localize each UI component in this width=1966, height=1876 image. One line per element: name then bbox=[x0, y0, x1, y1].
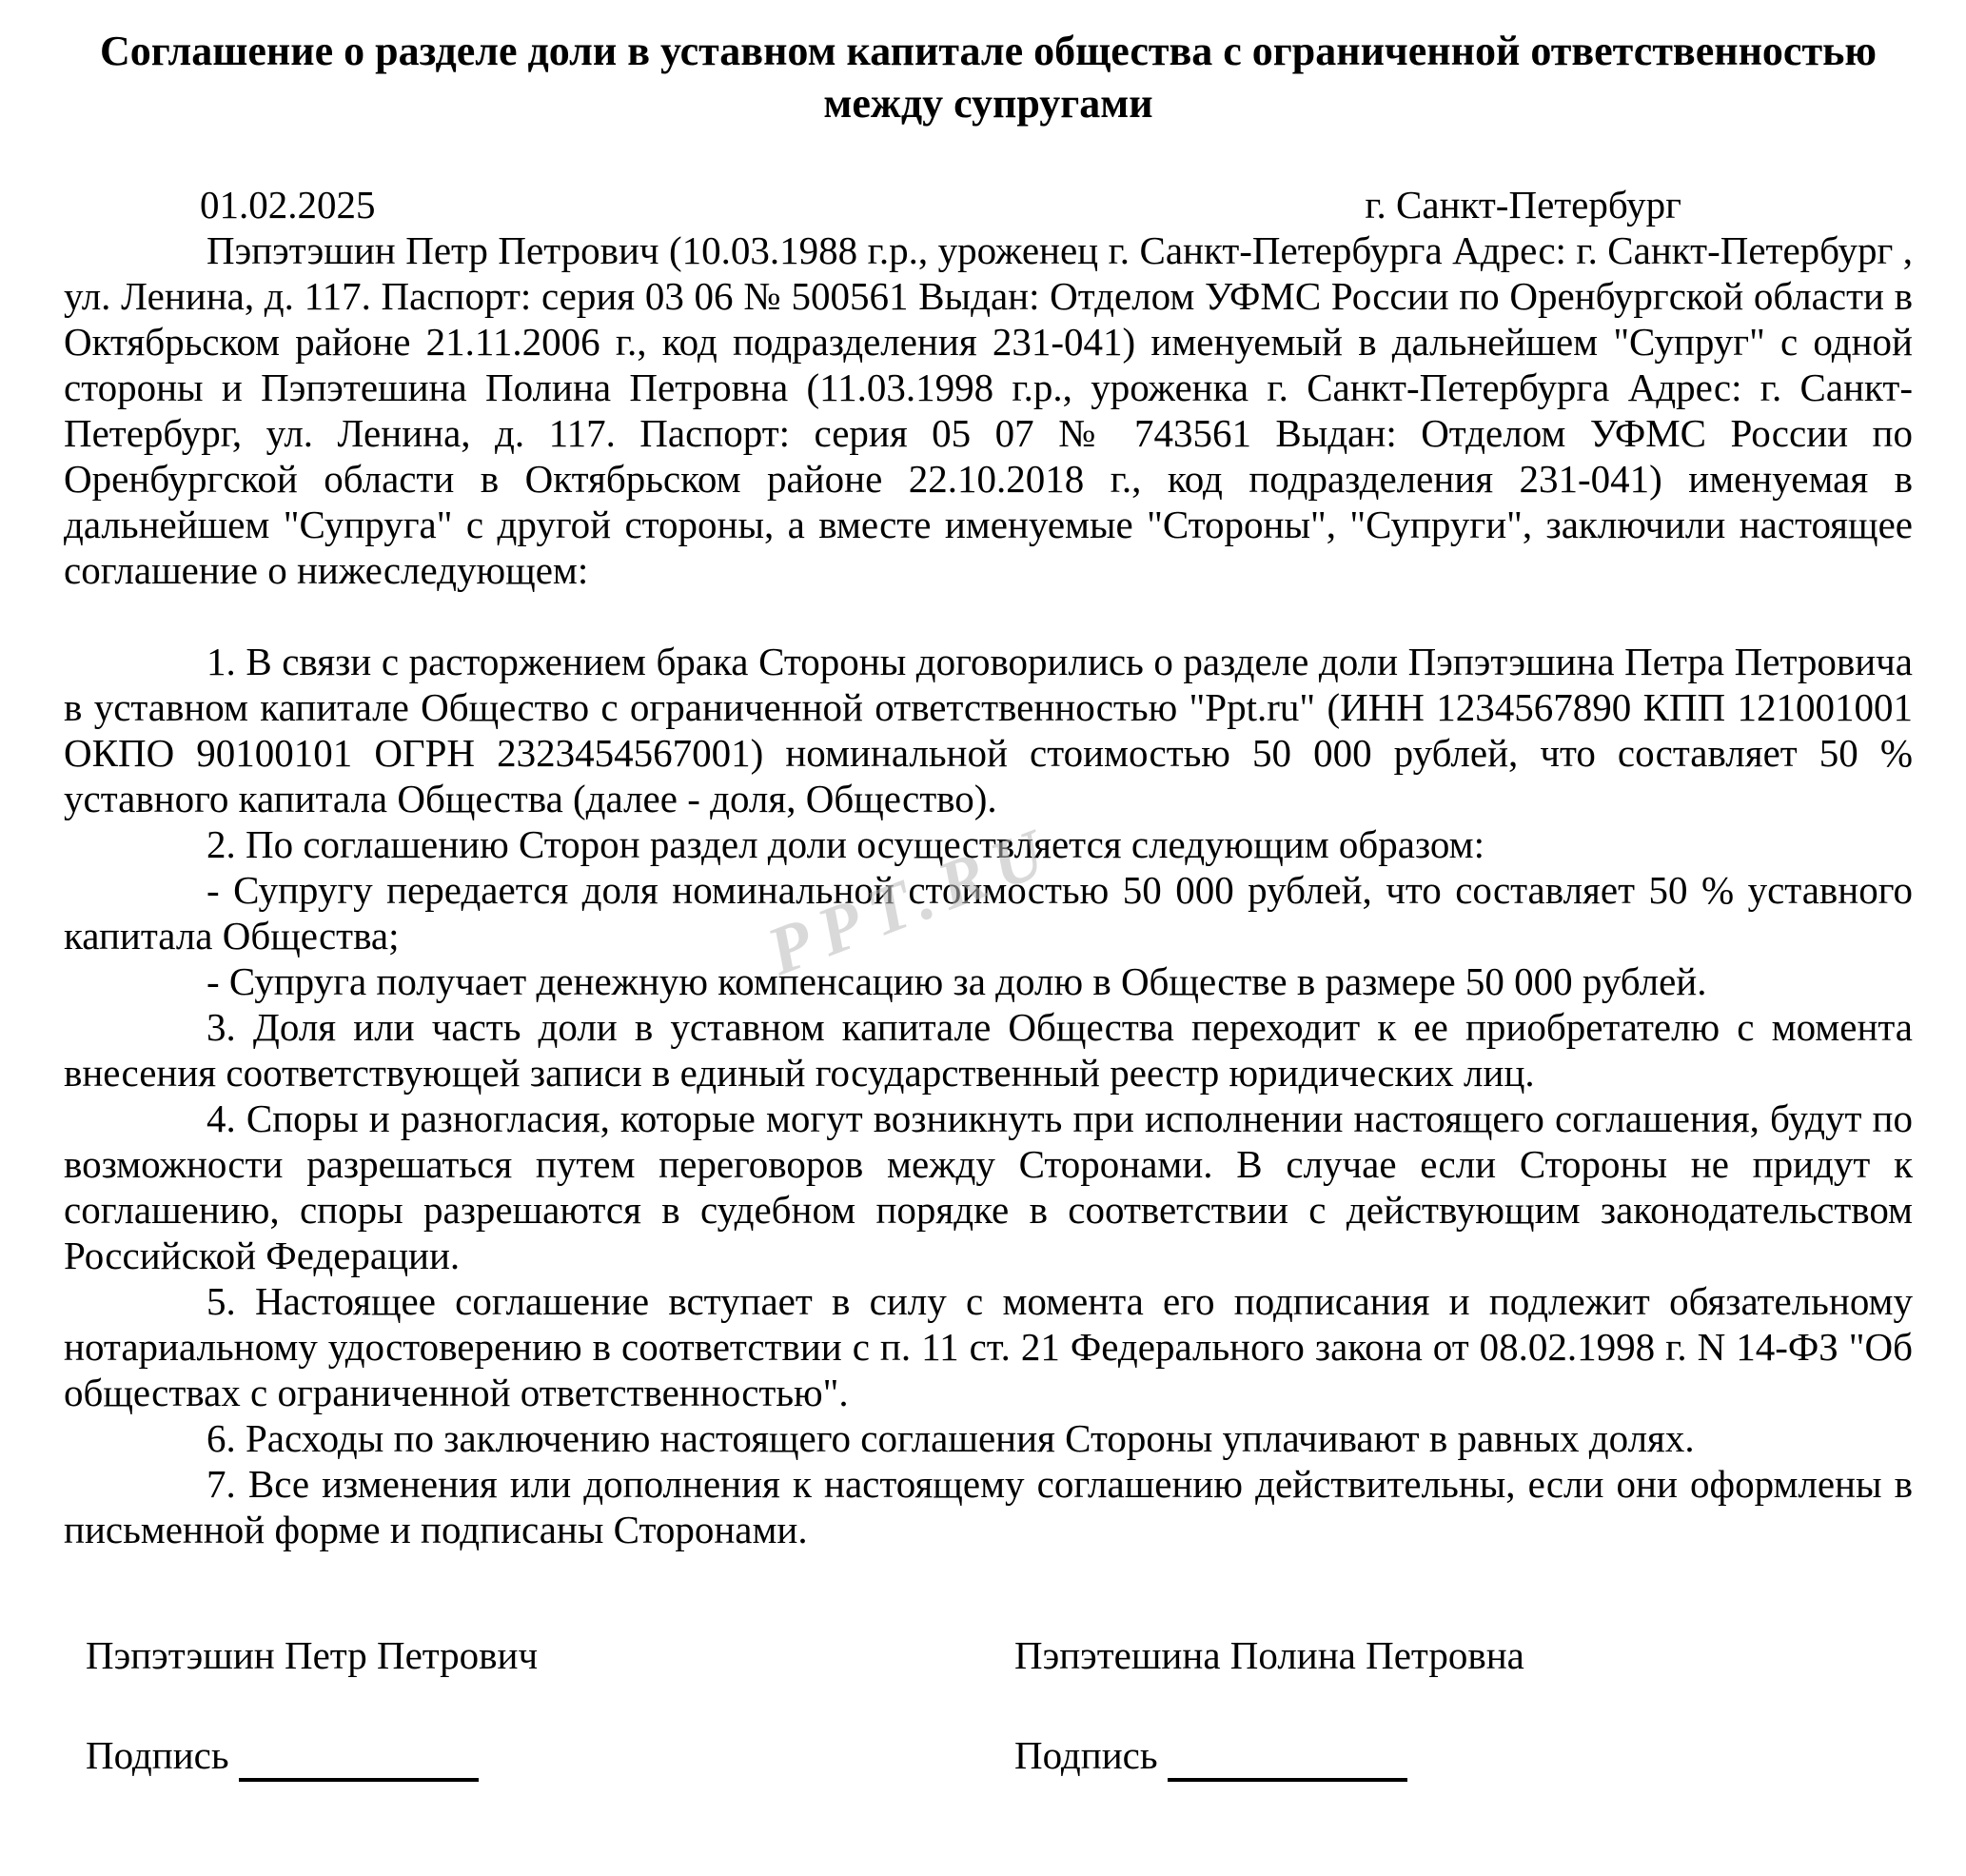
clause-2: 2. По соглашению Сторон раздел доли осуществляется следующим образом: bbox=[206, 822, 1484, 866]
husband-name: Пэпэтэшин Петр Петрович bbox=[86, 1633, 539, 1677]
clause-6: 6. Расходы по заключению настоящего соглашения Стороны уплачивают в равных долях. bbox=[206, 1416, 1695, 1460]
clause-1: 1. В связи с расторжением брака Стороны договорились о разделе доли Пэпэтэшина Петра Петровича в уставном капитале Общество с ограниченной ответственностью "Ppt.ru" (ИНН 1234567890 КПП 121001001 ОКПО 90100101 ОГРН 2323454567001) номинальной стоимостью 50 000 рублей, что составляет 50 % уставного капитала Общества (далее - доля, Общество). bbox=[64, 640, 1913, 820]
title-line-1: Соглашение о разделе доли в уставном капитале общества с ограниченной ответственностью bbox=[100, 28, 1877, 74]
signature-lines-row bbox=[64, 1732, 1913, 1782]
clause-3: 3. Доля или часть доли в уставном капитале Общества переходит к ее приобретателю с момента внесения соответствующей записи в единый государственный реестр юридических лиц. bbox=[64, 1005, 1913, 1095]
wife-signature-block bbox=[1014, 1732, 1913, 1782]
title-line-2: между супругами bbox=[823, 80, 1153, 127]
clause-4: 4. Споры и разногласия, которые могут возникнуть при исполнении настоящего соглашения, будут по возможности разрешаться путем переговоров между Сторонами. В случае если Стороны не придут к соглашению, споры разрешаются в судебном порядке в соответствии с действующим законодательством Российской Федерации. bbox=[64, 1096, 1913, 1277]
clause-5: 5. Настоящее соглашение вступает в силу с момента его подписания и подлежит обязательному нотариальному удостоверению в соответствии с п. 11 ст. 21 Федерального закона от 08.02.1998 г. N 14-ФЗ "Об обществах с ограниченной ответственностью". bbox=[64, 1279, 1913, 1414]
wife-signature-line bbox=[1168, 1778, 1407, 1782]
clause-7: 7. Все изменения или дополнения к настоящему соглашению действительны, если они оформлены в письменной форме и подписаны Сторонами. bbox=[64, 1462, 1913, 1551]
date-city-row bbox=[64, 182, 1913, 227]
wife-name: Пэпэтешина Полина Петровна bbox=[1014, 1633, 1524, 1677]
husband-signature-label: Подпись bbox=[86, 1733, 229, 1777]
document-date: 01.02.2025 bbox=[200, 183, 376, 227]
ppt-ru-watermark: PPT.RU bbox=[757, 811, 1066, 990]
terms-section bbox=[64, 639, 1913, 1552]
clause-2-item-wife: - Супруга получает денежную компенсацию за долю в Обществе в размере 50 000 рублей. bbox=[206, 959, 1707, 1003]
intro-paragraph: Пэпэтэшин Петр Петрович (10.03.1988 г.р., уроженец г. Санкт-Петербурга Адрес: г. Санкт-Петербург , ул. Ленина, д. 117. Паспорт: серия 03 06 № 500561 Выдан: Отделом УФМС России по Оренбургской области в Октябрьском районе 21.11.2006 г., код подразделения 231-041) именуемый в дальнейшем "Супруг" с одной стороны и Пэпэтешина Полина Петровна (11.03.1998 г.р., уроженка г. Санкт-Петербурга Адрес: г. Санкт-Петербург, ул. Ленина, д. 117. Паспорт: серия 05 07 № 743561 Выдан: Отделом УФМС России по Оренбургской области в Октябрьском районе 22.10.2018 г., код подразделения 231-041) именуемая в дальнейшем "Супруга" с другой стороны, а вместе именуемые "Стороны", "Супруги", заключили настоящее соглашение о нижеследующем: bbox=[64, 228, 1913, 592]
husband-signature-block bbox=[64, 1732, 1014, 1782]
wife-signature-label: Подпись bbox=[1014, 1733, 1158, 1777]
husband-signature-line bbox=[239, 1778, 479, 1782]
document-title bbox=[64, 25, 1913, 129]
document-city: г. Санкт-Петербург bbox=[1365, 183, 1681, 227]
clause-2-item-husband: - Супругу передается доля номинальной стоимостью 50 000 рублей, что составляет 50 % уставного капитала Общества; bbox=[64, 868, 1913, 958]
signature-names-row bbox=[64, 1632, 1913, 1678]
